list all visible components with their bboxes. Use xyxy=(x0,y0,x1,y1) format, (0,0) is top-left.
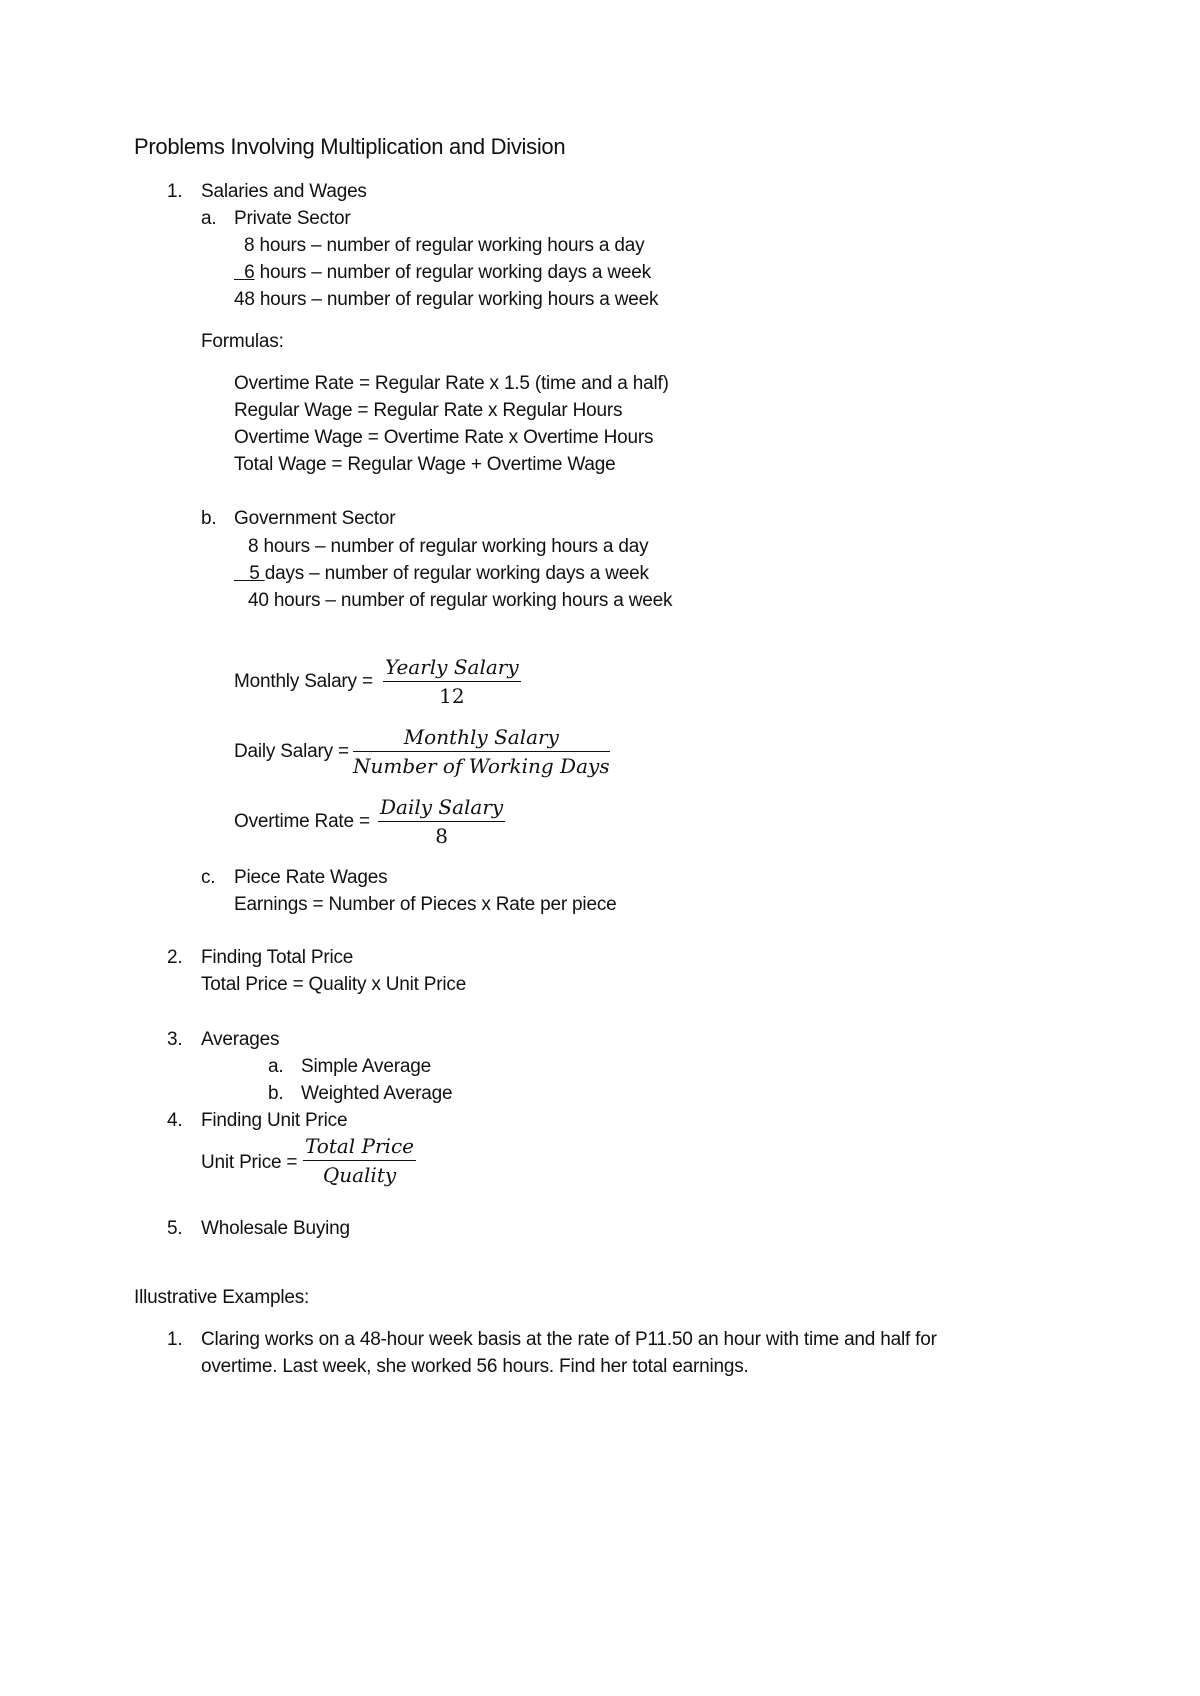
list-number: 3. xyxy=(167,1029,183,1050)
hours-line xyxy=(244,235,644,257)
hours-line xyxy=(248,590,672,612)
fraction-numerator: Total Price xyxy=(303,1134,416,1161)
hours-line xyxy=(234,262,651,284)
list-number: 1. xyxy=(167,181,183,202)
hours-qty: 48 xyxy=(234,289,255,310)
list-item: Weighted Average xyxy=(301,1083,453,1104)
hours-line xyxy=(248,536,648,558)
examples-heading: Illustrative Examples: xyxy=(134,1287,310,1308)
fraction-denominator: Quality xyxy=(322,1163,397,1187)
section-heading: Salaries and Wages xyxy=(201,181,367,202)
list-letter: b. xyxy=(268,1083,284,1104)
list-letter: c. xyxy=(201,867,216,888)
list-letter: b. xyxy=(201,508,217,529)
fraction xyxy=(378,795,505,850)
subsection-heading: Piece Rate Wages xyxy=(234,867,388,888)
fraction xyxy=(353,725,610,780)
section-heading: Averages xyxy=(201,1029,280,1050)
fraction-denominator: 12 xyxy=(439,684,465,708)
formula-lhs: Overtime Rate = xyxy=(234,811,370,832)
hours-desc: hours – number of regular working hours a week xyxy=(254,289,659,310)
fraction-numerator: Yearly Salary xyxy=(383,655,521,682)
fraction-numerator: Daily Salary xyxy=(378,795,505,822)
formula-line: Earnings = Number of Pieces x Rate per piece xyxy=(234,894,617,915)
hours-desc: hours – number of regular working days a week xyxy=(254,262,651,283)
example-text: overtime. Last week, she worked 56 hours. Find her total earnings. xyxy=(201,1356,749,1377)
formula-line: Total Wage = Regular Wage + Overtime Wage xyxy=(234,454,616,475)
hours-desc: hours – number of regular working hours a day xyxy=(258,536,649,557)
subsection-heading: Government Sector xyxy=(234,508,396,529)
list-number: 1. xyxy=(167,1329,183,1350)
hours-qty: 8 xyxy=(244,235,255,256)
formula-line: Overtime Wage = Overtime Rate x Overtime Hours xyxy=(234,427,654,448)
hours-qty: 8 xyxy=(248,536,259,557)
formula-lhs: Daily Salary = xyxy=(234,741,349,762)
list-item: Simple Average xyxy=(301,1056,431,1077)
formulas-label: Formulas: xyxy=(201,331,284,352)
fraction xyxy=(303,1134,416,1189)
hours-desc: days – number of regular working days a week xyxy=(264,563,649,584)
list-number: 2. xyxy=(167,947,183,968)
hours-desc: hours – number of regular working hours a day xyxy=(254,235,645,256)
list-letter: a. xyxy=(268,1056,284,1077)
hours-qty: 40 xyxy=(248,590,269,611)
fraction-numerator: Monthly Salary xyxy=(353,725,610,752)
hours-line xyxy=(234,563,649,585)
fraction-denominator: 8 xyxy=(435,824,448,848)
list-number: 5. xyxy=(167,1218,183,1239)
hours-qty: 5 xyxy=(249,563,260,584)
subsection-heading: Private Sector xyxy=(234,208,351,229)
formula-line: Overtime Rate = Regular Rate x 1.5 (time and a half) xyxy=(234,373,669,394)
section-heading: Finding Total Price xyxy=(201,947,354,968)
hours-line xyxy=(234,289,658,311)
hours-qty: 6 xyxy=(244,262,255,283)
formula-lhs: Monthly Salary = xyxy=(234,671,373,692)
list-number: 4. xyxy=(167,1110,183,1131)
section-heading: Wholesale Buying xyxy=(201,1218,350,1239)
fraction-denominator: Number of Working Days xyxy=(353,754,610,778)
fraction xyxy=(383,655,521,710)
hours-desc: hours – number of regular working hours a week xyxy=(268,590,673,611)
list-letter: a. xyxy=(201,208,217,229)
formula-line: Total Price = Quality x Unit Price xyxy=(201,974,467,995)
example-text: Claring works on a 48-hour week basis at the rate of P11.50 an hour with time and half for xyxy=(201,1329,937,1350)
formula-lhs: Unit Price = xyxy=(201,1152,298,1173)
formula-line: Regular Wage = Regular Rate x Regular Hours xyxy=(234,400,623,421)
section-heading: Finding Unit Price xyxy=(201,1110,348,1131)
page-title: Problems Involving Multiplication and Division xyxy=(134,134,566,159)
